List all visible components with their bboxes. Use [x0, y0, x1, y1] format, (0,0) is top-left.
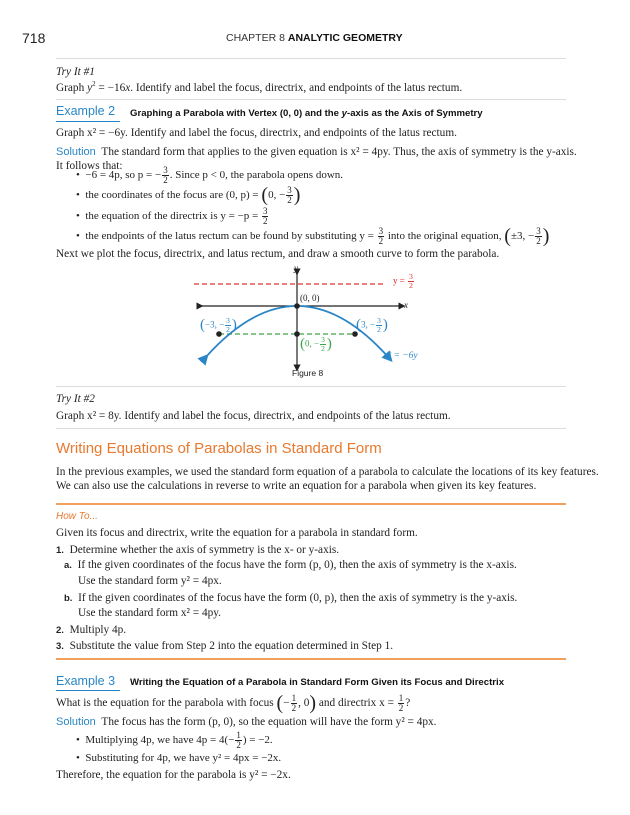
list-item: • the endpoints of the latus rectum can be found by substituting y = $\frac{3}{2}$ into the original equation, (±3, − $\frac{3}{2}$ ): [76, 225, 550, 247]
vertex-point: [294, 303, 300, 309]
example-2-problem: Graph x² = −6y. Identify and label the focus, directrix, and endpoints of the latus rectum.: [56, 127, 457, 139]
howto-intro: Given its focus and directrix, write the equation for a parabola in standard form.: [56, 527, 418, 539]
step-1b: b. If the given coordinates of the focus have the form (0, p), then the axis of symmetry is the y-axis.: [64, 592, 518, 604]
focus-label: (0, − $\frac{3}{2}$ ): [300, 335, 332, 353]
example-2-label: Example 2: [56, 104, 116, 118]
page-number: 718: [22, 30, 46, 46]
divider: [56, 386, 566, 387]
chapter-header: [226, 32, 403, 44]
section-paragraph: We can also use the calculations in reverse to write an equation for a parabola when given its key features.: [56, 480, 537, 492]
section-paragraph: In the previous examples, we used the standard form equation of a parabola to calculate the locations of its key features.: [56, 466, 599, 478]
howto-bottom-rule: [56, 658, 566, 660]
step-1b-form: Use the standard form x² = 4py.: [78, 607, 221, 619]
example-3-title: Writing the Equation of a Parabola in Standard Form Given its Focus and Directrix: [130, 677, 505, 688]
parabola-equation-label: x² = −6y: [384, 351, 418, 361]
step-1a-form: Use the standard form y² = 4px.: [78, 575, 222, 587]
step-3: 3. Substitute the value from Step 2 into the equation determined in Step 1.: [56, 640, 394, 652]
figure-caption: Figure 8: [292, 368, 324, 378]
example-3-conclusion: Therefore, the equation for the parabola is y² = −2x.: [56, 769, 291, 781]
chapter-number: CHAPTER 8: [226, 32, 285, 44]
focus-point: [294, 331, 300, 337]
step-2: 2. Multiply 4p.: [56, 624, 127, 636]
list-item: • Multiplying 4p, we have 4p = 4(− $\frac{1}{2}$ ) = −2.: [76, 730, 273, 750]
directrix-label: y = $\frac{3}{2}$: [393, 272, 413, 290]
list-item: • −6 = 4p, so p = − $\frac{3}{2}$ . Since p < 0, the parabola opens down.: [76, 165, 344, 185]
example-2-title: Graphing a Parabola with Vertex (0, 0) and the y-axis as the Axis of Symmetry: [130, 108, 483, 119]
solution-label: Solution: [56, 716, 96, 728]
vertex-label: (0, 0): [300, 293, 320, 303]
list-item: • Substituting for 4p, we have y² = 4px = −2x.: [76, 752, 282, 764]
example-2-solution: Solution The standard form that applies to the given equation is x² = 4py. Thus, the axis of symmetry is the y-axis.: [56, 146, 577, 158]
step-1a: a. If the given coordinates of the focus have the form (p, 0), then the axis of symmetry is the x-axis.: [64, 559, 517, 571]
divider: [56, 99, 566, 100]
divider: [56, 58, 566, 59]
left-endpoint-label: (−3, − $\frac{3}{2}$ ): [200, 316, 237, 334]
follows-text: It follows that:: [56, 160, 123, 172]
chapter-title: ANALYTIC GEOMETRY: [287, 32, 403, 44]
try-it-2-text: Graph x² = 8y. Identify and label the focus, directrix, and endpoints of the latus rectum.: [56, 410, 451, 422]
example-underline: [56, 690, 120, 691]
section-title: Writing Equations of Parabolas in Standard Form: [56, 440, 382, 457]
next-text: Next we plot the focus, directrix, and latus rectum, and draw a smooth curve to form the parabola.: [56, 248, 500, 260]
list-item: • the coordinates of the focus are (0, p) = (0, − $\frac{3}{2}$ ): [76, 184, 301, 206]
x-axis-label: x: [404, 300, 408, 310]
divider: [56, 428, 566, 429]
example-3-label: Example 3: [56, 674, 116, 688]
y-axis-label: y: [294, 263, 298, 273]
try-it-2-title: Try It #2: [56, 393, 95, 405]
example-3-solution: Solution The focus has the form (p, 0), so the equation will have the form y² = 4px.: [56, 716, 437, 728]
example-3-question: What is the equation for the parabola with focus (− $\frac{1}{2}$ , 0) and directrix x = $\frac{1}{2}$ ?: [56, 692, 411, 714]
try-it-1-text: Graph $y^2 = -16x$. Identify and label the focus, directrix, and endpoints of the latus rectum.: [56, 80, 463, 94]
try-it-1-title: Try It #1: [56, 66, 95, 78]
example-underline: [56, 121, 120, 122]
step-1: 1. Determine whether the axis of symmetry is the x- or y-axis.: [56, 544, 340, 556]
howto-label: How To...: [56, 511, 98, 522]
right-endpoint-label: (3, − $\frac{3}{2}$ ): [356, 316, 388, 334]
solution-label: Solution: [56, 146, 96, 158]
list-item: • the equation of the directrix is y = −p = $\frac{3}{2}$: [76, 206, 268, 226]
howto-top-rule: [56, 503, 566, 505]
